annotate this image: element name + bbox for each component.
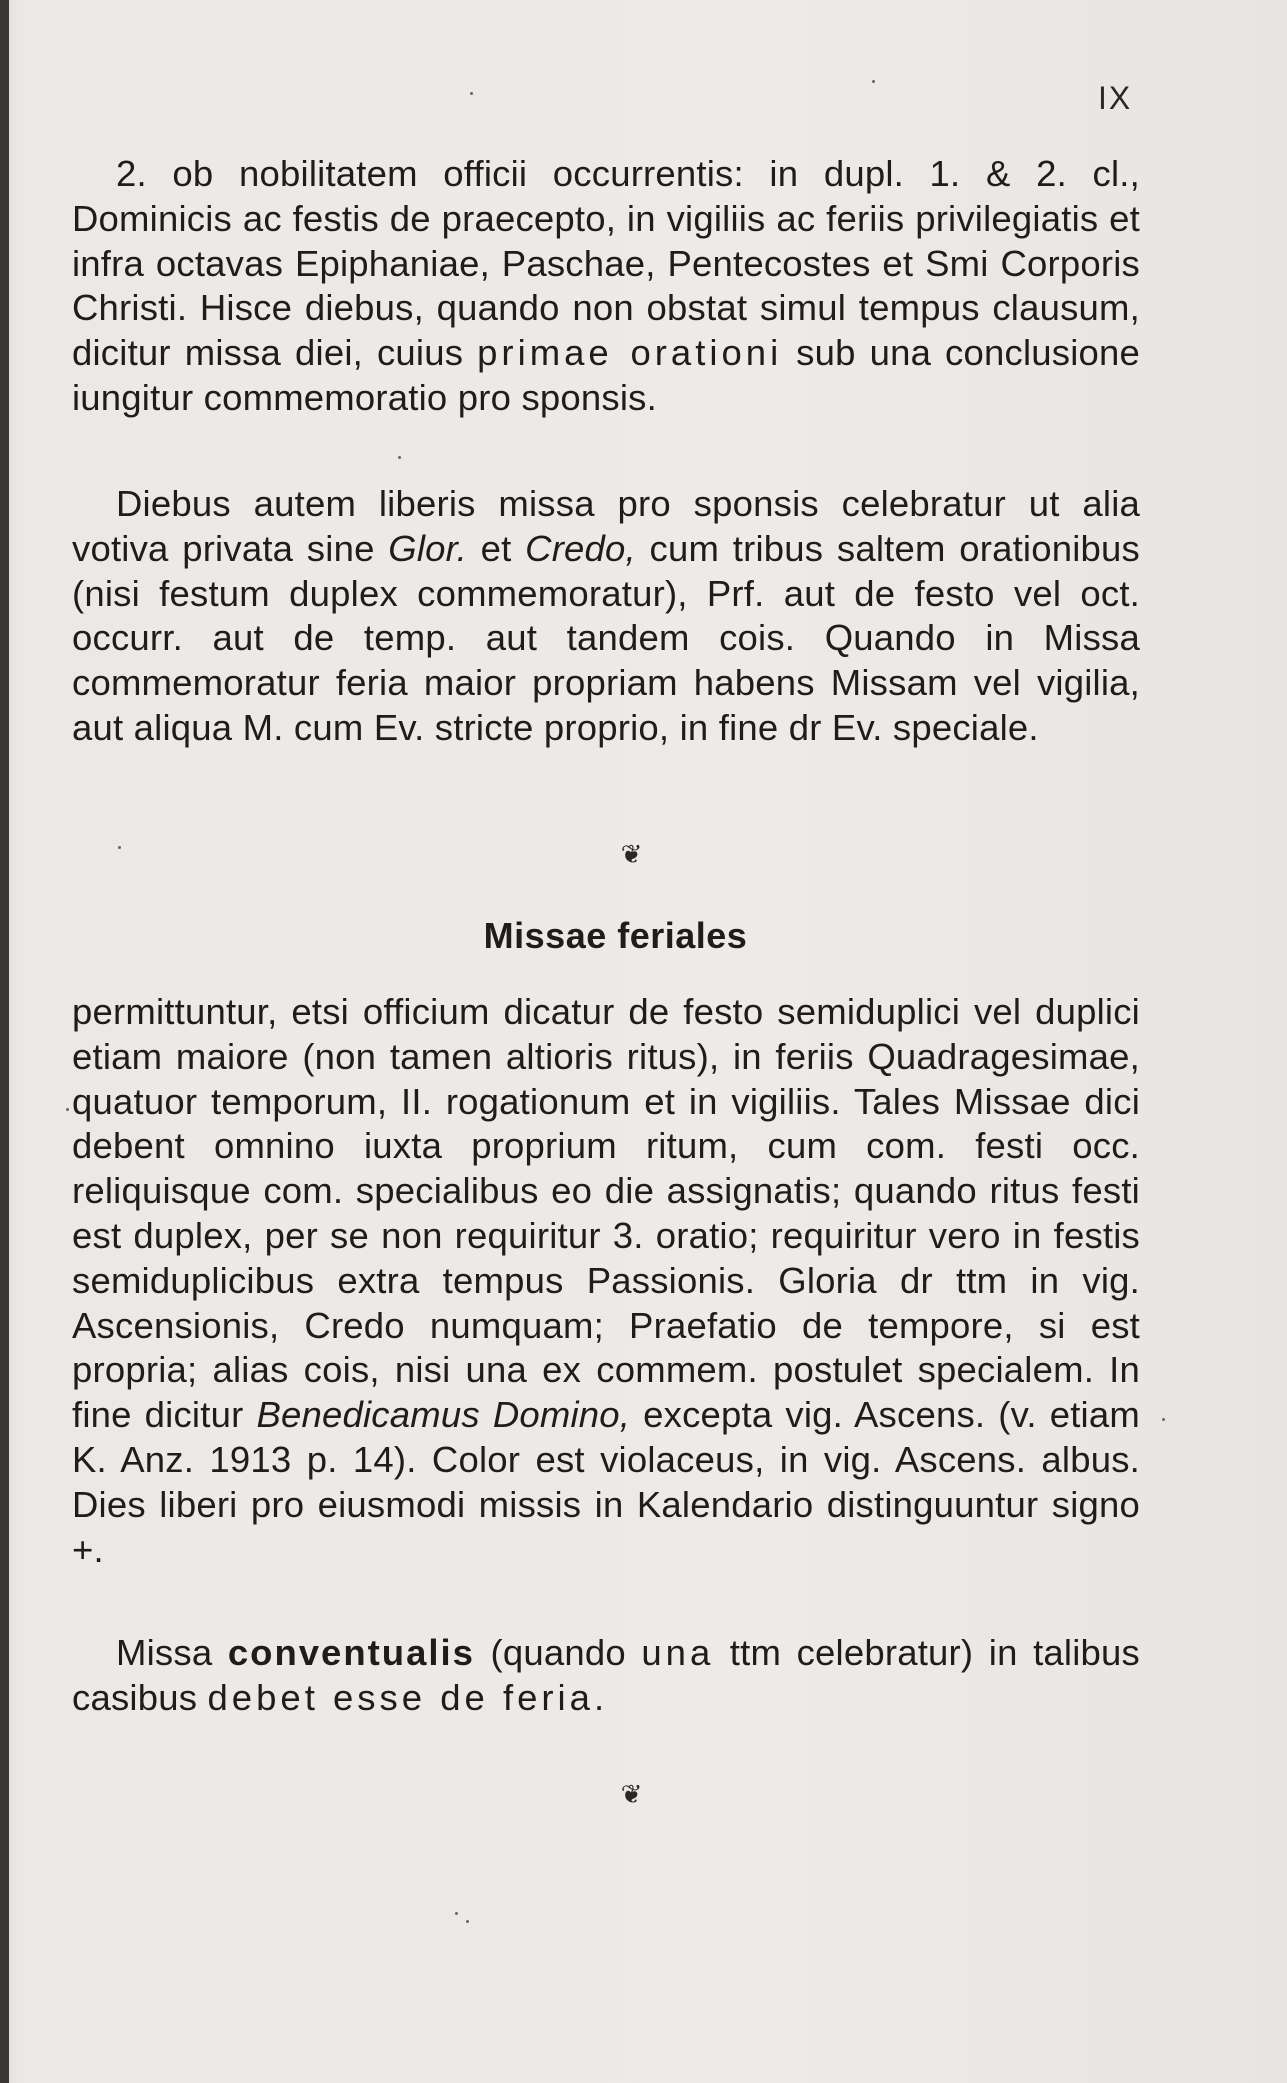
paper-speck <box>470 92 473 95</box>
paragraph-text: et <box>466 527 526 569</box>
italic-glor: Glor. <box>388 527 467 569</box>
paragraph-missae-feriales <box>72 990 1140 1572</box>
paragraph-text: permittuntur, etsi officium dicatur de festo semiduplici vel duplici etiam maiore (non tamen altioris ritus), in feriis Quadragesimae, quatuor temporum, II. rogationum et in vigiliis. Tales Missae dici debent omnino iuxta proprium ritum, cum com. festi occ. reliquisque com. specialibus eo die assignatis; quando ritus festi est duplex, per se non requiritur 3. oratio; requiritur vero in festis semiduplicibus extra tempus Passionis. Gloria dr ttm in vig. Ascensionis, Credo numquam; Praefatio de tempore, si est propria; alias cois, nisi una ex commem. postulet specialem. In fine dicitur <box>72 991 1140 1436</box>
paragraph-text: ttm celebratur) in talibus casibus <box>72 1632 1140 1718</box>
paragraph-text: excepta vig. Ascens. (v. etiam K. Anz. 1913 p. 14). Color est violaceus, in vig. Ascens. albus. Dies liberi pro eiusmodi missis in Kalendario distinguuntur signo +. <box>72 1394 1140 1570</box>
paragraph-text: Diebus autem liberis missa pro sponsis celebratur ut alia votiva privata sine <box>72 483 1140 569</box>
paragraph-text: cum tribus saltem orationibus (nisi festum duplex commemoratur), Prf. aut de festo vel oct. occurr. aut de temp. aut tandem cois. Quando in Missa commemoratur feria maior propriam habens Missam vel vigilia, aut aliqua M. cum Ev. stricte proprio, in fine dr Ev. speciale. <box>72 527 1140 748</box>
paragraph-text: (quando <box>474 1632 642 1673</box>
fleuron-ornament-icon: ❦ <box>620 1780 643 1810</box>
spaced-debet: debet esse de feria. <box>207 1676 609 1718</box>
paper-speck <box>66 1108 69 1111</box>
paragraph-missa-conventualis <box>72 1631 1140 1721</box>
paragraph-diebus-liberis <box>72 482 1140 751</box>
paper-speck <box>466 1920 469 1923</box>
paper-speck <box>1162 1418 1165 1421</box>
paper-speck <box>118 846 121 849</box>
paragraph-text: sub una conclusione iungitur commemoratio pro sponsis. <box>72 332 1141 418</box>
spaced-emphasis: primae orationi <box>477 332 783 374</box>
italic-benedicamus: Benedicamus Domino, <box>256 1394 631 1436</box>
paragraph-text: Missa <box>116 1632 228 1673</box>
bold-conventualis: conventualis <box>227 1632 475 1673</box>
italic-credo: Credo, <box>525 527 636 569</box>
page-number: IX <box>1098 80 1133 116</box>
fleuron-ornament-icon: ❦ <box>620 840 643 870</box>
paragraph-nobilitatem <box>72 152 1140 421</box>
section-heading: Missae feriales <box>483 915 748 956</box>
paper-speck <box>455 1912 458 1915</box>
spaced-una: una <box>641 1632 715 1673</box>
paper-speck <box>398 456 401 459</box>
paragraph-text: 2. ob nobilitatem officii occurrentis: in dupl. 1. & 2. cl., Dominicis ac festis de praecepto, in vigiliis ac feriis privilegiatis et infra octavas Epiphaniae, Paschae, Pentecostes et Smi Corporis Christi. Hisce diebus, quando non obstat simul tempus clausum, dicitur missa diei, cuius <box>72 153 1140 374</box>
binding-edge <box>0 0 9 2083</box>
paper-speck <box>872 80 875 83</box>
